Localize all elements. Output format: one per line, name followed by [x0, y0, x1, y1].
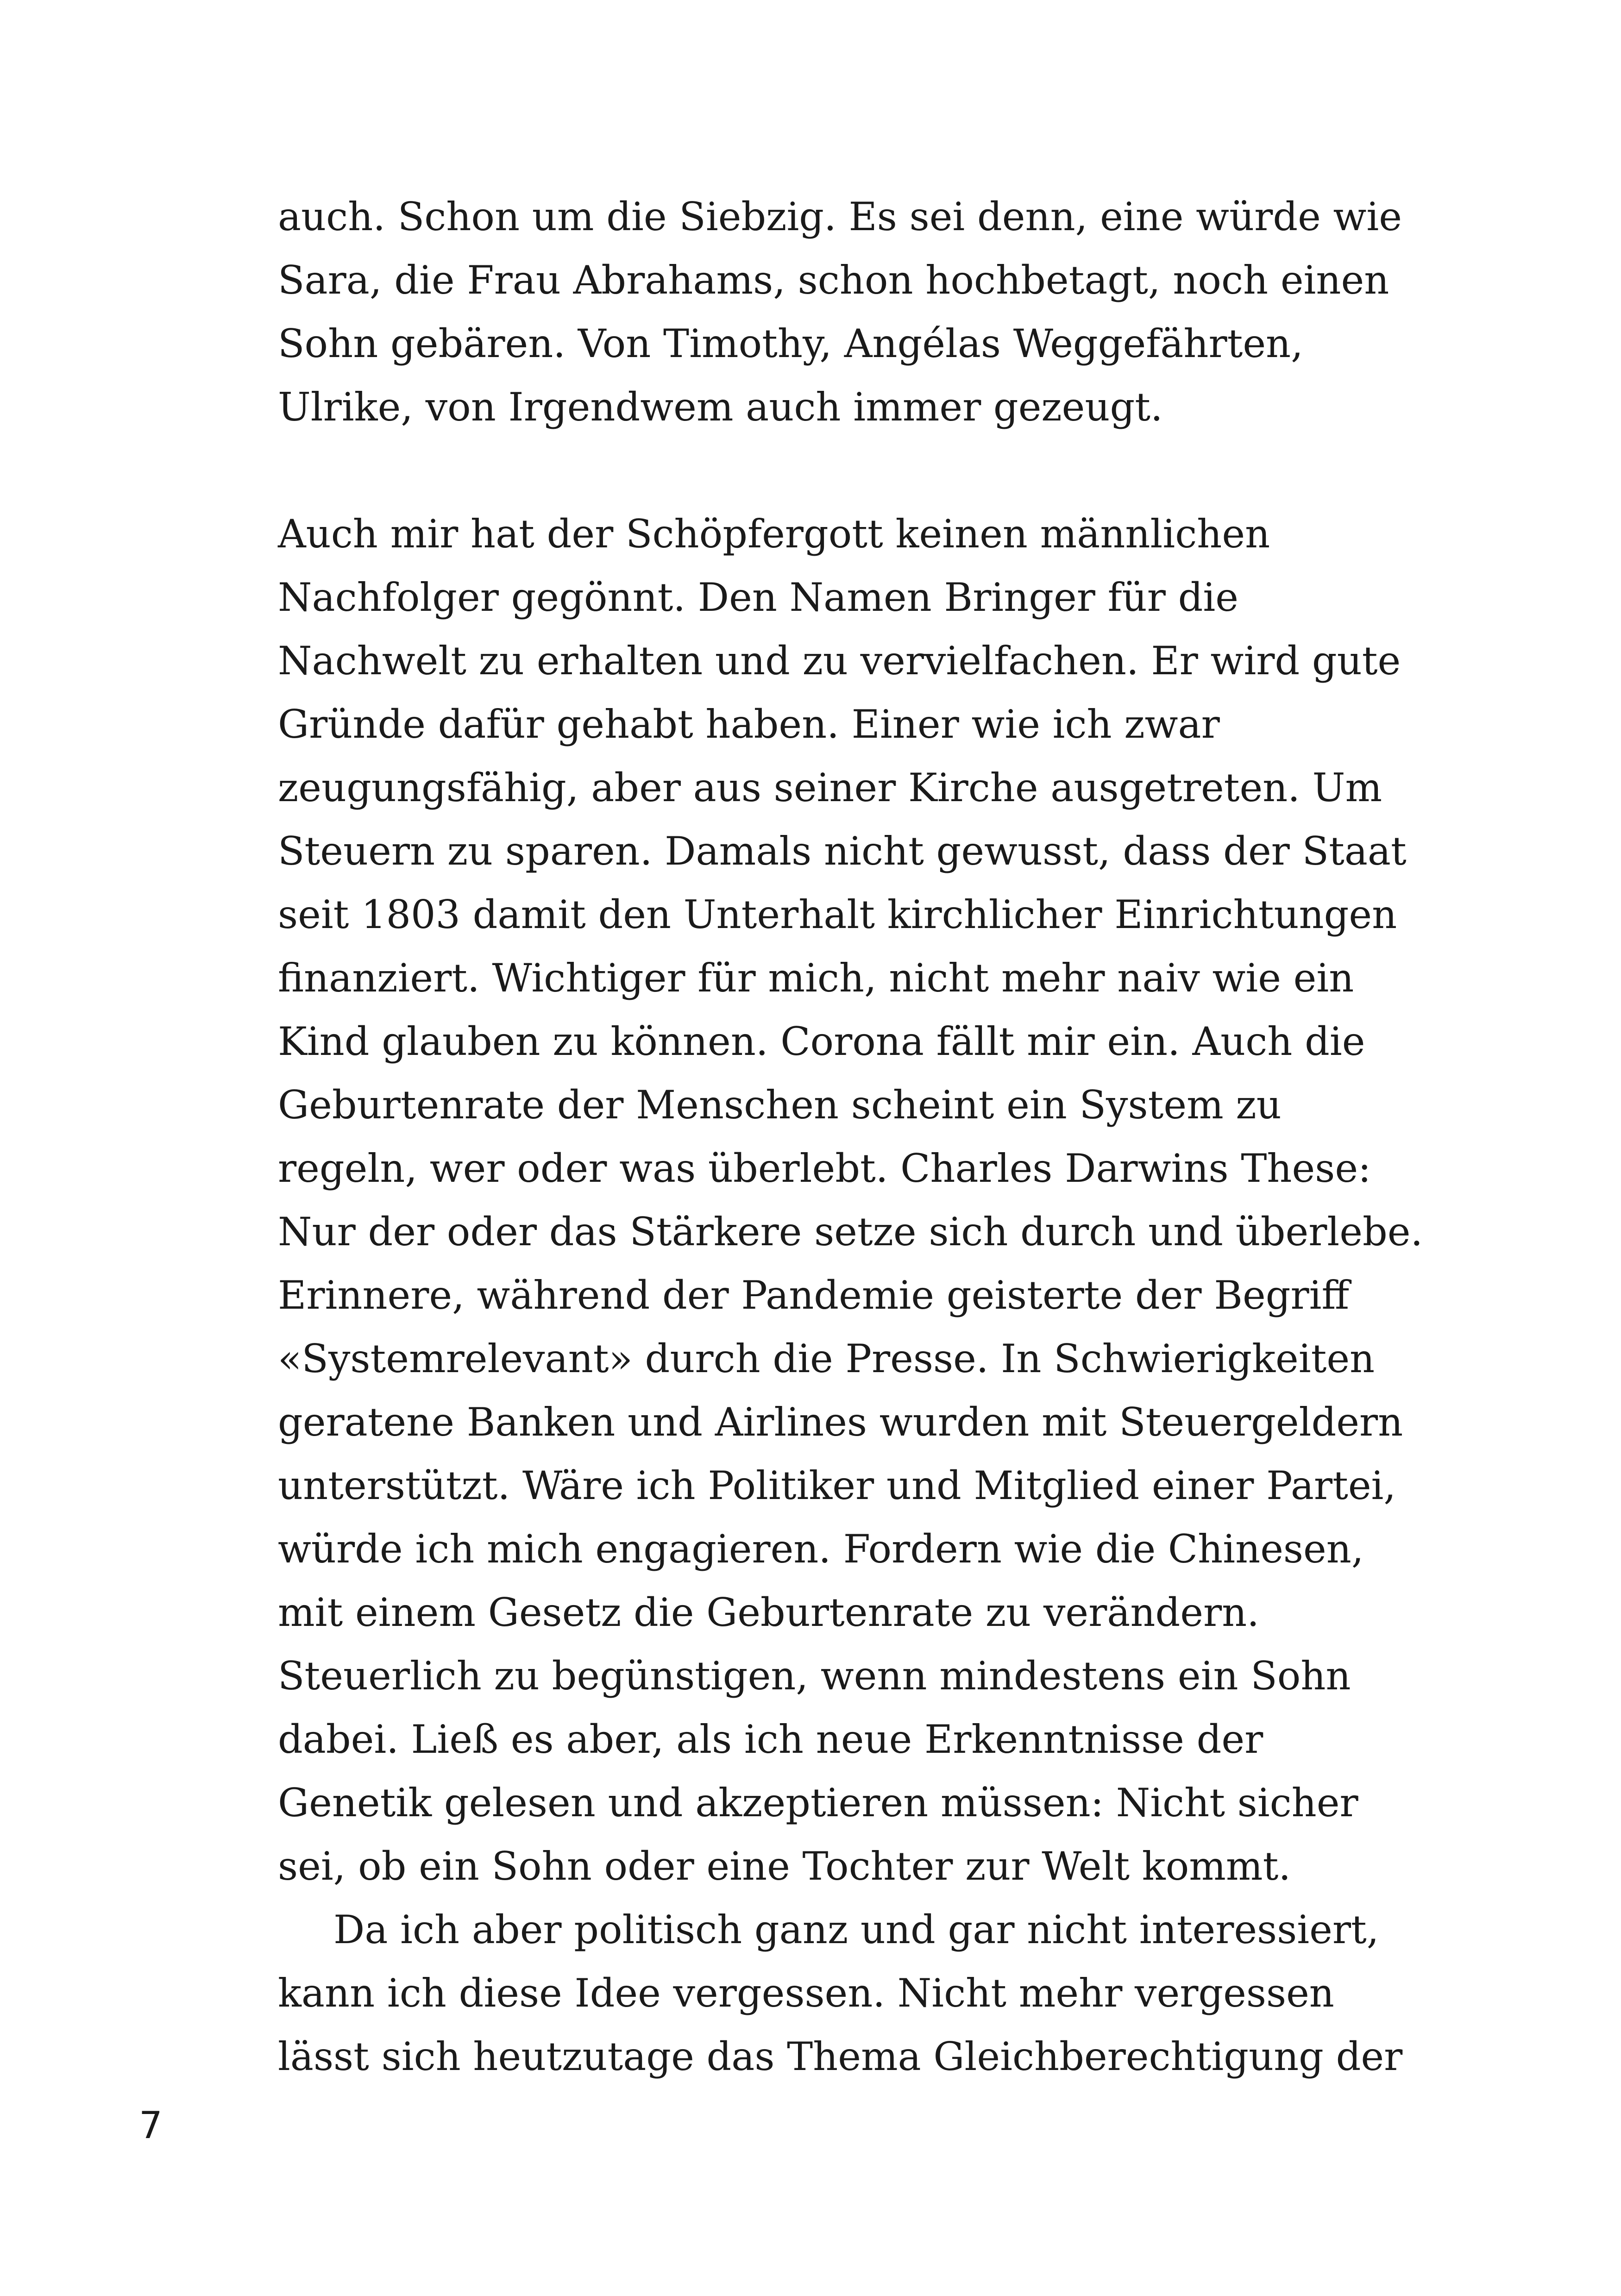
- text-line: unterstützt. Wäre ich Politiker und Mitglied einer Partei,: [278, 1463, 1396, 1508]
- text-line: dabei. Ließ es aber, als ich neue Erkenntnisse der: [278, 1717, 1263, 1762]
- text-line: Sohn gebären. Von Timothy, Angélas Weggefährten,: [278, 321, 1303, 366]
- text-line: Ulrike, von Irgendwem auch immer gezeugt.: [278, 384, 1163, 430]
- text-line: zeugungsfähig, aber aus seiner Kirche ausgetreten. Um: [278, 765, 1382, 810]
- text-line: Auch mir hat der Schöpfergott keinen männlichen: [278, 511, 1270, 557]
- text-line: Gründe dafür gehabt haben. Einer wie ich zwar: [278, 702, 1220, 747]
- text-line: kann ich diese Idee vergessen. Nicht mehr vergessen: [278, 1970, 1334, 2016]
- text-line: würde ich mich engagieren. Fordern wie die Chinesen,: [278, 1526, 1364, 1572]
- text-line: Sara, die Frau Abrahams, schon hochbetagt, noch einen: [278, 257, 1389, 303]
- text-line: Da ich aber politisch ganz und gar nicht interessiert,: [333, 1907, 1379, 1952]
- text-line: mit einem Gesetz die Geburtenrate zu verändern.: [278, 1590, 1259, 1635]
- paragraph-2: [278, 502, 1426, 1898]
- text-line: auch. Schon um die Siebzig. Es sei denn, eine würde wie: [278, 194, 1402, 239]
- text-line: Steuern zu sparen. Damals nicht gewusst, dass der Staat: [278, 828, 1407, 874]
- text-line: sei, ob ein Sohn oder eine Tochter zur Welt kommt.: [278, 1844, 1291, 1889]
- text-line: Nachfolger gegönnt. Den Namen Bringer für die: [278, 575, 1238, 620]
- text-line: finanziert. Wichtiger für mich, nicht mehr naiv wie ein: [278, 955, 1354, 1001]
- text-line: Genetik gelesen und akzeptieren müssen: Nicht sicher: [278, 1780, 1358, 1826]
- text-line: Geburtenrate der Menschen scheint ein System zu: [278, 1082, 1282, 1128]
- text-line: Steuerlich zu begünstigen, wenn mindestens ein Sohn: [278, 1653, 1351, 1699]
- text-line: Nur der oder das Stärkere setze sich durch und überlebe.: [278, 1209, 1423, 1255]
- text-line: «Systemrelevant» durch die Presse. In Schwierigkeiten: [278, 1336, 1375, 1381]
- text-line: lässt sich heutzutage das Thema Gleichberechtigung der: [278, 2034, 1403, 2079]
- text-line: Kind glauben zu können. Corona fällt mir ein. Auch die: [278, 1019, 1365, 1064]
- paragraph-1: [278, 185, 1426, 439]
- text-line: Nachwelt zu erhalten und zu vervielfachen. Er wird gute: [278, 638, 1401, 684]
- body-text: [278, 185, 1426, 2089]
- paragraph-3: [278, 1898, 1426, 2089]
- paragraph-gap: [278, 439, 1426, 502]
- text-line: geratene Banken und Airlines wurden mit Steuergeldern: [278, 1399, 1403, 1445]
- text-line: Erinnere, während der Pandemie geisterte der Begriff: [278, 1273, 1350, 1318]
- text-line: seit 1803 damit den Unterhalt kirchlicher Einrichtungen: [278, 892, 1397, 937]
- page-number: 7: [139, 2104, 163, 2147]
- text-line: regeln, wer oder was überlebt. Charles Darwins These:: [278, 1146, 1371, 1191]
